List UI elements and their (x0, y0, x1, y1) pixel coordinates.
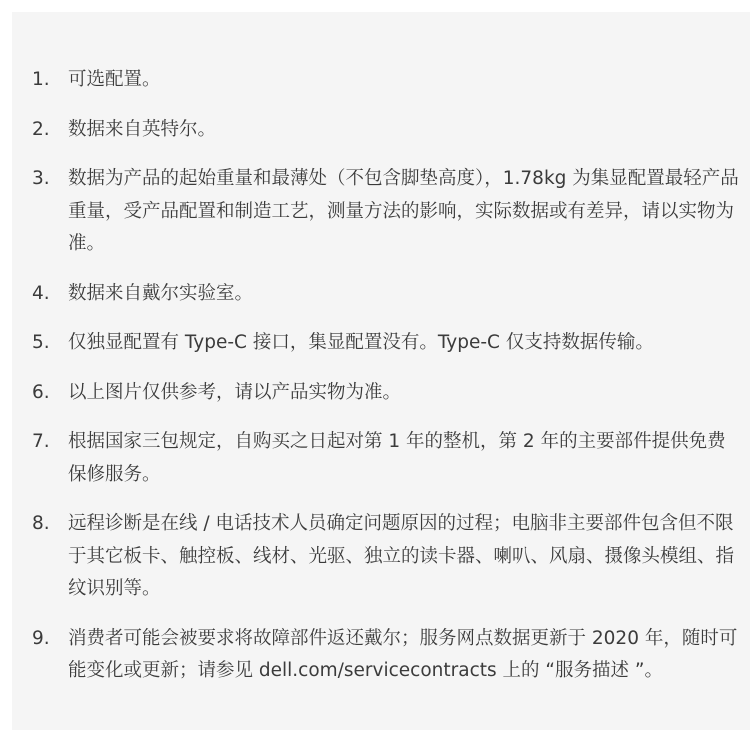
footnote-text: 根据国家三包规定，自购买之日起对第 1 年的整机，第 2 年的主要部件提供免费保修服务。 (68, 431, 726, 485)
footnote-text: 数据来自英特尔。 (68, 118, 217, 140)
footnote-text: 仅独显配置有 Type-C 接口，集显配置没有。Type-C 仅支持数据传输。 (68, 332, 654, 353)
footnote-number: 8. (32, 513, 50, 534)
footnote-item (32, 163, 744, 261)
footnote-number: 5. (32, 332, 50, 353)
footnote-number: 2. (32, 118, 50, 140)
footnote-number: 9. (32, 627, 50, 649)
footnote-number: 6. (32, 381, 50, 403)
footnote-list (32, 64, 744, 705)
footnote-number: 7. (32, 431, 50, 452)
footnote-number: 4. (32, 282, 50, 304)
footnote-text: 数据来自戴尔实验室。 (68, 282, 254, 304)
footnote-text: 远程诊断是在线 / 电话技术人员确定问题原因的过程；电脑非主要部件包含但不限于其它板卡、触控板、线材、光驱、独立的读卡器、喇叭、风扇、摄像头模组、指纹识别等。 (68, 513, 735, 599)
footnote-text: 消费者可能会被要求将故障部件返还戴尔；服务网点数据更新于 2020 年，随时可能变化或更新；请参见 dell.com/servicecontracts 上的 “服务描述 ”。 (68, 627, 738, 681)
footnote-text: 以上图片仅供参考，请以产品实物为准。 (68, 381, 402, 403)
footnote-item (32, 508, 744, 606)
footnote-text: 可选配置。 (68, 69, 161, 90)
footnote-item (32, 278, 744, 311)
footnote-item (32, 114, 744, 147)
footnote-number: 1. (32, 69, 50, 90)
footnote-item (32, 426, 744, 491)
footnote-item (32, 623, 744, 688)
footnote-item (32, 377, 744, 410)
footnote-text: 数据为产品的起始重量和最薄处（不包含脚垫高度），1.78kg 为集显配置最轻产品重量，受产品配置和制造工艺，测量方法的影响，实际数据或有差异，请以实物为准。 (68, 168, 739, 254)
disclaimer-panel (12, 12, 750, 730)
footnote-item (32, 64, 744, 97)
footnote-number: 3. (32, 168, 50, 189)
footnote-item (32, 327, 744, 360)
